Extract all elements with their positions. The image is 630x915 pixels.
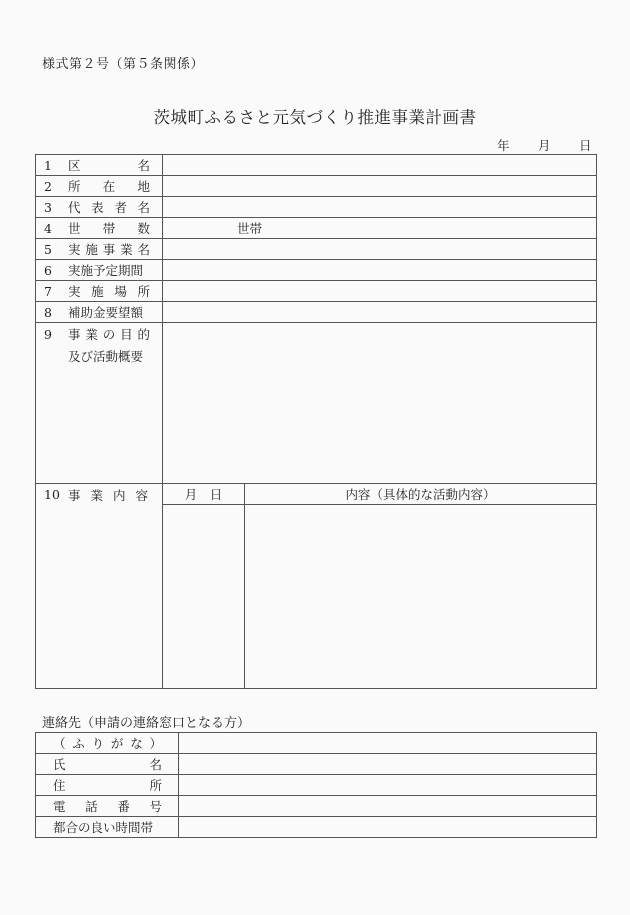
contact-label: 住 所 bbox=[36, 775, 179, 796]
row-label-text: 実 施 場 所 bbox=[68, 284, 150, 299]
row-label-text: 補助金要望額 bbox=[68, 305, 144, 320]
value-field[interactable] bbox=[163, 197, 597, 218]
row-label bbox=[36, 302, 163, 323]
row-number: 6 bbox=[44, 262, 52, 278]
table-row bbox=[36, 281, 597, 302]
row-number: 9 bbox=[44, 326, 52, 342]
activity-date-field[interactable] bbox=[163, 505, 245, 689]
activity-content-field[interactable] bbox=[245, 505, 597, 689]
table-row bbox=[36, 176, 597, 197]
table-row bbox=[36, 733, 597, 754]
table-row bbox=[36, 817, 597, 838]
contact-label: 都合の良い時間帯 bbox=[36, 817, 179, 838]
row-number: 7 bbox=[44, 283, 52, 299]
row-label-text: 事 業 内 容 bbox=[68, 487, 148, 503]
value-field[interactable] bbox=[163, 155, 597, 176]
row-label bbox=[36, 323, 163, 484]
row-label bbox=[36, 484, 163, 689]
row-label bbox=[36, 281, 163, 302]
value-field[interactable] bbox=[163, 239, 597, 260]
table-row bbox=[36, 218, 597, 239]
contact-value-field[interactable] bbox=[179, 733, 597, 754]
row-label bbox=[36, 239, 163, 260]
row-label bbox=[36, 218, 163, 239]
row-label-text: 及び活動概要 bbox=[68, 349, 144, 364]
content-column-header: 内容（具体的な活動内容） bbox=[245, 484, 597, 505]
row-number: 1 bbox=[44, 157, 52, 173]
row-label-text: 区 名 bbox=[68, 158, 150, 173]
row-label-text: 代 表 者 名 bbox=[68, 200, 150, 215]
row-number: 8 bbox=[44, 304, 52, 320]
row-number: 5 bbox=[44, 241, 52, 257]
table-row bbox=[36, 323, 597, 484]
contact-value-field[interactable] bbox=[179, 817, 597, 838]
row-label bbox=[36, 260, 163, 281]
contact-label: 氏 名 bbox=[36, 754, 179, 775]
row-number: 3 bbox=[44, 199, 52, 215]
table-row bbox=[36, 302, 597, 323]
contact-label: 電 話 番 号 bbox=[36, 796, 179, 817]
date-month-label: 月 bbox=[538, 138, 551, 153]
table-row bbox=[36, 484, 597, 505]
row-number: 4 bbox=[44, 220, 52, 236]
purpose-summary-field[interactable] bbox=[163, 323, 597, 484]
row-label-text: 実施予定期間 bbox=[68, 263, 144, 278]
plan-table bbox=[35, 154, 597, 689]
table-row bbox=[36, 754, 597, 775]
contact-table bbox=[35, 732, 597, 838]
date-day-label: 日 bbox=[579, 138, 592, 153]
contact-label: （ ふ り が な ） bbox=[36, 733, 179, 754]
table-row bbox=[36, 775, 597, 796]
value-field[interactable] bbox=[163, 281, 597, 302]
contact-value-field[interactable] bbox=[179, 796, 597, 817]
row-number: 2 bbox=[44, 178, 52, 194]
value-field[interactable] bbox=[163, 218, 597, 239]
form-number: 様式第２号（第５条関係） bbox=[42, 57, 205, 72]
row-label-text: 世 帯 数 bbox=[68, 221, 150, 236]
row-label-text: 所 在 地 bbox=[68, 179, 150, 194]
row-label-text: 実 施 事 業 名 bbox=[68, 242, 150, 257]
value-field[interactable] bbox=[163, 260, 597, 281]
date-column-header: 月 日 bbox=[163, 484, 245, 505]
value-field[interactable] bbox=[163, 302, 597, 323]
row-label bbox=[36, 197, 163, 218]
row-label-text: 事 業 の 目 的 bbox=[68, 327, 150, 342]
contact-heading: 連絡先（申請の連絡窓口となる方） bbox=[42, 716, 251, 731]
value-field[interactable] bbox=[163, 176, 597, 197]
row-label bbox=[36, 155, 163, 176]
row-label bbox=[36, 176, 163, 197]
contact-value-field[interactable] bbox=[179, 754, 597, 775]
unit-label: 世帯 bbox=[237, 221, 263, 236]
table-row bbox=[36, 155, 597, 176]
row-number: 10 bbox=[44, 487, 60, 502]
table-row bbox=[36, 260, 597, 281]
table-row bbox=[36, 239, 597, 260]
contact-value-field[interactable] bbox=[179, 775, 597, 796]
table-row bbox=[36, 197, 597, 218]
date-year-label: 年 bbox=[497, 138, 510, 153]
document-title: 茨城町ふるさと元気づくり推進事業計画書 bbox=[153, 108, 477, 127]
table-row bbox=[36, 796, 597, 817]
